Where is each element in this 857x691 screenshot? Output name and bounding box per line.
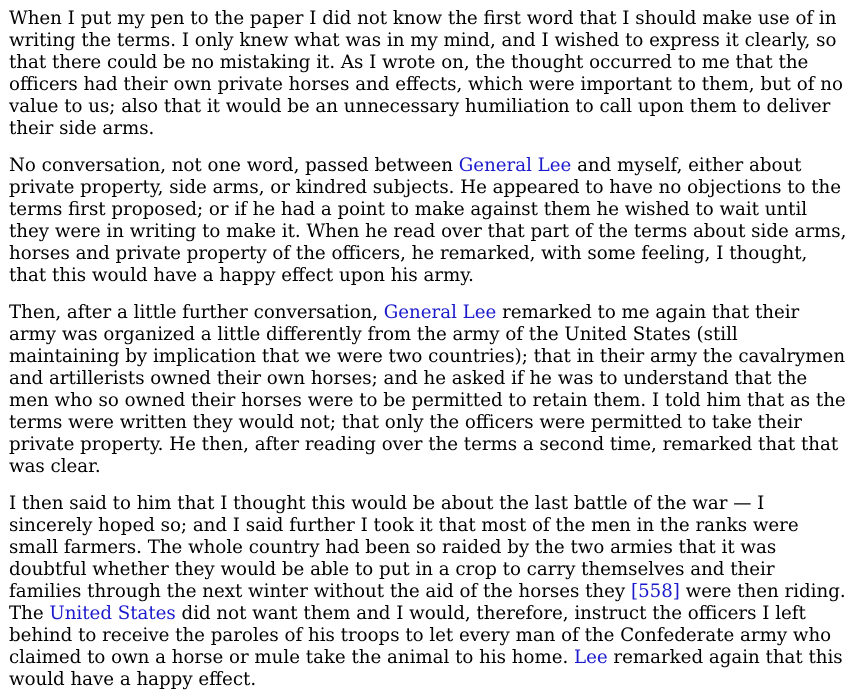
paragraph-text: were then riding. The — [9, 581, 846, 624]
paragraph — [9, 8, 847, 140]
paragraph-text: When I put my pen to the paper I did not know the first word that I should make use of in writing the terms. I only knew what was in my mind, and I wished to express it clearly, so that there could be no mistaking it. As I wrote on, the thought occurred to me that the officers had their own private horses and effects, which were important to them, but of no value to us; also that it would be an unnecessary humiliation to call upon them to deliver their side arms. — [9, 8, 843, 139]
general-lee-link[interactable]: General Lee — [383, 302, 497, 323]
general-lee-link[interactable]: General Lee — [458, 155, 572, 176]
lee-link[interactable]: Lee — [574, 647, 608, 668]
document-body — [9, 8, 847, 691]
page-number-link[interactable]: [558] — [630, 581, 680, 602]
paragraph — [9, 493, 847, 691]
paragraph-text: remarked again that this would have a happy effect. — [9, 647, 843, 690]
paragraph — [9, 155, 847, 287]
paragraph-text: Then, after a little further conversation, — [9, 302, 384, 323]
paragraph-text: did not want them and I would, therefore, instruct the officers I left behind to receive the paroles of his troops to let every man of the Confederate army who claimed to own a horse or mule take the animal to his home. — [9, 603, 832, 668]
paragraph — [9, 302, 847, 478]
paragraph-text: and myself, either about private property, side arms, or kindred subjects. He appeared to have no objections to the terms first proposed; or if he had a point to make against them he wished to wait until they were in writing to make it. When he read over that part of the terms about side arms, horses and private property of the officers, he remarked, with some feeling, I thought, that this would have a happy effect upon his army. — [9, 155, 847, 286]
paragraph-text: remarked to me again that their army was organized a little differently from the army of the United States (still maintaining by implication that we were two countries); that in their army the cavalrymen and artillerists owned their own horses; and he asked if he was to understand that the men who so owned their horses were to be permitted to retain them. I told him that as the terms were written they would not; that only the officers were permitted to take their private property. He then, after reading over the terms a second time, remarked that that was clear. — [9, 302, 846, 477]
paragraph-text: I then said to him that I thought this would be about the last battle of the war — I sincerely hoped so; and I said further I took it that most of the men in the ranks were small farmers. The whole country had been so raided by the two armies that it was doubtful whether they would be able to put in a crop to carry themselves and their families through the next winter without the aid of the horses they — [9, 493, 799, 602]
paragraph-text: No conversation, not one word, passed between — [9, 155, 459, 176]
united-states-link[interactable]: United States — [49, 603, 176, 624]
